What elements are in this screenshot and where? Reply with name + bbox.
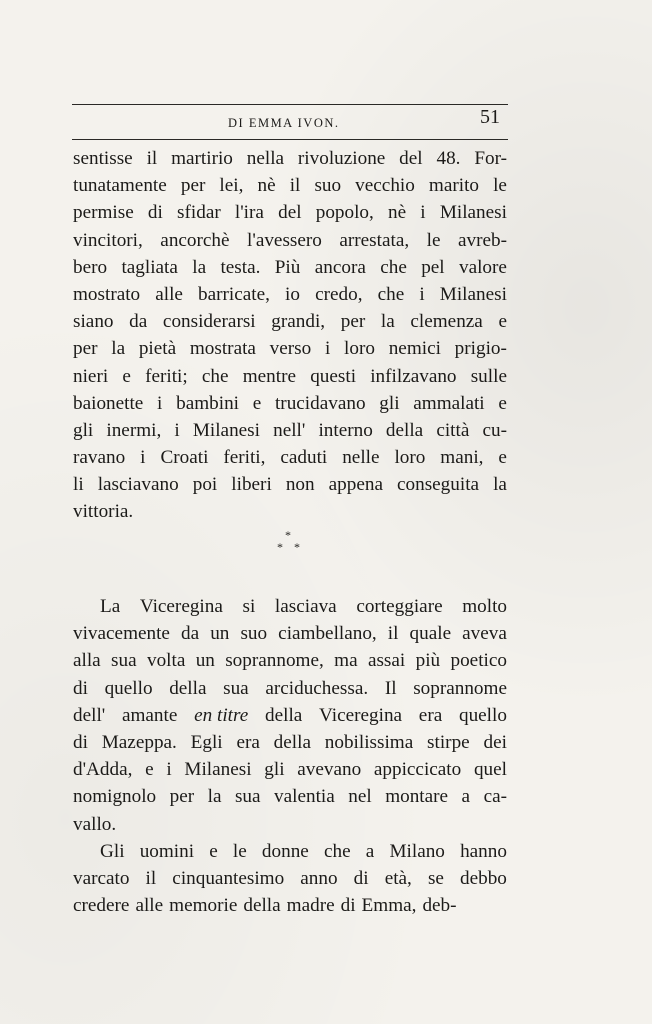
word: nelle	[342, 447, 380, 469]
word: For-	[474, 148, 507, 169]
word: ca-	[483, 786, 507, 808]
word: ciambellano,	[278, 623, 377, 645]
word: i	[140, 447, 146, 469]
word: del	[399, 148, 423, 169]
word: memorie	[169, 895, 238, 917]
word: e	[498, 447, 507, 469]
word: di	[340, 895, 356, 917]
word: un	[195, 650, 215, 672]
word: mentre	[242, 365, 296, 387]
text-line	[73, 593, 507, 620]
word: quale	[409, 623, 452, 645]
word: nobilissima	[324, 731, 414, 753]
text-line	[73, 702, 507, 729]
word: permise	[73, 202, 134, 224]
paragraph-3	[73, 838, 507, 920]
word: Emma,	[361, 895, 417, 917]
word: quello	[458, 704, 507, 726]
text-line	[73, 227, 507, 254]
word: clemenza	[410, 311, 483, 333]
word: a	[365, 840, 375, 862]
word: molto	[462, 596, 507, 617]
word: hanno	[460, 840, 507, 862]
word: sua	[223, 677, 249, 699]
word: la	[207, 786, 222, 808]
word: madre	[286, 895, 335, 917]
word: che	[377, 283, 405, 305]
word: poi	[192, 474, 218, 496]
word: era	[418, 704, 443, 726]
word: tunatamente	[73, 175, 167, 197]
running-head: DI EMMA IVON.	[228, 116, 340, 130]
word: vivacemente	[73, 623, 170, 645]
word: e	[498, 311, 507, 333]
text-line	[73, 444, 507, 471]
word: dell'	[73, 704, 106, 726]
word: Milanesi	[184, 759, 252, 781]
word: debbo	[460, 867, 507, 889]
word: io	[285, 283, 300, 305]
word: deb-	[422, 895, 457, 917]
word: Viceregina	[139, 596, 223, 617]
word: il	[146, 148, 158, 169]
word: interno	[318, 419, 373, 441]
header-rule-bottom	[72, 139, 508, 140]
text-line	[73, 892, 507, 919]
word: alla	[73, 650, 101, 672]
word: nella	[246, 148, 285, 169]
word: siano	[73, 311, 114, 333]
word: Milanesi	[192, 419, 260, 441]
word: infilzavano	[370, 365, 457, 387]
word: 48.	[436, 148, 461, 169]
word: la	[493, 474, 507, 496]
word: i	[324, 338, 331, 360]
text-line	[73, 471, 507, 498]
word: soprannome,	[225, 650, 324, 672]
word: volta	[146, 650, 186, 672]
word: gli	[379, 392, 400, 414]
word: che	[201, 365, 229, 387]
word: e	[498, 392, 507, 414]
word: conseguita	[397, 474, 480, 496]
word: en titre	[194, 704, 249, 726]
asterisk-top: *	[285, 528, 291, 542]
text-line	[73, 254, 507, 281]
word: vecchio	[355, 175, 415, 197]
word: inermi,	[106, 419, 162, 441]
word: vincitori,	[73, 229, 143, 251]
word: avevano	[297, 759, 362, 781]
word: sfidar	[177, 202, 221, 224]
text-line	[73, 498, 507, 525]
word: di	[353, 867, 369, 889]
word: e	[252, 392, 262, 414]
word: appena	[328, 474, 383, 496]
word: montare	[385, 786, 449, 808]
word: nemici	[388, 338, 441, 360]
word: che	[380, 256, 407, 278]
text-line	[73, 729, 507, 756]
word: marito	[428, 175, 480, 197]
word: stirpe	[427, 731, 470, 753]
word: e	[145, 759, 154, 781]
word: mostrato	[73, 283, 141, 305]
word: era	[236, 731, 260, 753]
word: loro	[344, 338, 375, 360]
word: considerarsi	[162, 311, 256, 333]
word: età,	[384, 867, 412, 889]
word: varcato	[73, 867, 130, 889]
word: i	[157, 392, 163, 414]
word: mostrata	[189, 338, 256, 360]
word: feriti;	[145, 365, 188, 387]
word: ancora	[314, 256, 366, 278]
word: martirio	[171, 148, 233, 169]
word: trucidavano	[274, 392, 366, 414]
page-number: 51	[480, 106, 500, 128]
word: appiccicato	[373, 759, 462, 781]
word: Mazeppa.	[101, 731, 177, 753]
word: da	[181, 623, 200, 645]
word: Più	[274, 256, 301, 278]
word: e	[122, 365, 131, 387]
word: per	[73, 338, 98, 360]
word: Milano	[389, 840, 445, 862]
word: rivoluzione	[297, 148, 386, 169]
word: la	[192, 256, 207, 278]
text-line	[73, 811, 507, 838]
word: alle	[155, 283, 183, 305]
word: baionette	[73, 392, 144, 414]
word: caduti	[280, 447, 328, 469]
word: suo	[314, 175, 342, 197]
word: ma	[334, 650, 358, 672]
word: prigio-	[454, 338, 507, 360]
word: i	[419, 283, 425, 305]
word: anno	[300, 867, 338, 889]
word: le	[232, 840, 247, 862]
word: barricate,	[198, 283, 270, 305]
word: credo,	[315, 283, 363, 305]
word: Il	[384, 677, 397, 699]
word: corteggiare	[356, 596, 443, 617]
word: d'Adda,	[73, 759, 133, 781]
paragraphs-2-3	[73, 593, 507, 919]
word: grandi,	[271, 311, 326, 333]
word: liberi	[231, 474, 272, 496]
word: questi	[310, 365, 357, 387]
word: l'avessero	[247, 229, 322, 251]
word: soprannome	[413, 677, 507, 699]
word: quel	[473, 759, 507, 781]
text-line	[73, 308, 507, 335]
word: mani,	[440, 447, 484, 469]
text-line	[73, 756, 507, 783]
word: valore	[458, 256, 507, 278]
word: nè	[388, 202, 407, 224]
word: verso	[269, 338, 312, 360]
word: pietà	[138, 338, 177, 360]
word: credere	[73, 895, 130, 917]
text-line	[73, 417, 507, 444]
word: poetico	[450, 650, 507, 672]
text-line	[73, 145, 507, 172]
word: i	[174, 419, 180, 441]
word: cinquantesimo	[172, 867, 285, 889]
text-line	[73, 838, 507, 865]
word: della	[169, 677, 207, 699]
word: Gli	[100, 840, 125, 862]
word: suo	[240, 623, 268, 645]
word: testa.	[220, 256, 261, 278]
word: e	[209, 840, 218, 862]
word: sentisse	[73, 148, 133, 169]
word: pel	[421, 256, 445, 278]
word: per	[180, 175, 206, 197]
word: nè	[257, 175, 276, 197]
word: vittoria.	[73, 501, 134, 523]
word: amante	[121, 704, 178, 726]
word: avreb-	[457, 229, 507, 251]
text-line	[73, 620, 507, 647]
word: lei,	[219, 175, 244, 197]
word: a	[461, 786, 471, 808]
text-line	[73, 199, 507, 226]
word: La	[100, 596, 121, 617]
word: uomini	[139, 840, 195, 862]
word: feriti,	[223, 447, 266, 469]
text-line	[73, 865, 507, 892]
word: donne	[261, 840, 309, 862]
word: Viceregina	[319, 704, 403, 726]
word: per	[169, 786, 195, 808]
word: arciduchessa.	[265, 677, 369, 699]
word: di	[147, 202, 163, 224]
text-line	[73, 647, 507, 674]
word: cu-	[482, 419, 507, 441]
word: nell'	[273, 419, 306, 441]
text-line	[73, 675, 507, 702]
word: alle	[135, 895, 164, 917]
word: le	[426, 229, 441, 251]
header-rule-top	[72, 104, 508, 105]
word: le	[493, 175, 507, 197]
paragraph-2	[73, 593, 507, 838]
word: il	[387, 623, 399, 645]
word: aveva	[462, 623, 507, 645]
word: bero	[73, 256, 108, 278]
word: li	[73, 474, 84, 496]
word: loro	[394, 447, 426, 469]
word: di	[73, 677, 88, 699]
word: l'ira	[234, 202, 264, 224]
word: nieri	[73, 365, 109, 387]
word: la	[380, 311, 395, 333]
text-line	[73, 335, 507, 362]
text-line	[73, 281, 507, 308]
word: per	[340, 311, 366, 333]
word: della	[265, 704, 303, 726]
word: che	[323, 840, 351, 862]
word: città	[436, 419, 470, 441]
word: più	[415, 650, 441, 672]
word: del	[278, 202, 302, 224]
word: della	[385, 419, 424, 441]
asterisk-right: *	[294, 540, 300, 554]
word: Egli	[190, 731, 223, 753]
word: popolo,	[315, 202, 374, 224]
word: di	[73, 731, 88, 753]
word: sua	[234, 786, 261, 808]
word: della	[243, 895, 281, 917]
word: i	[166, 759, 172, 781]
word: della	[273, 731, 311, 753]
word: ancorchè	[160, 229, 230, 251]
word: Croati	[160, 447, 209, 469]
text-line	[73, 783, 507, 810]
word: assai	[367, 650, 406, 672]
word: Milanesi	[439, 202, 507, 224]
word: lasciavano	[97, 474, 179, 496]
word: bambini	[176, 392, 239, 414]
word: lasciava	[274, 596, 337, 617]
word: gli	[264, 759, 285, 781]
word: un	[210, 623, 230, 645]
word: nel	[348, 786, 372, 808]
word: il	[289, 175, 301, 197]
word: tagliata	[121, 256, 178, 278]
word: valentia	[274, 786, 335, 808]
text-line	[73, 363, 507, 390]
word: da	[129, 311, 148, 333]
word: ravano	[73, 447, 126, 469]
word: ammalati	[413, 392, 485, 414]
section-break-asterism	[270, 528, 310, 558]
word: dei	[483, 731, 507, 753]
word: gli	[73, 419, 94, 441]
word: sulle	[470, 365, 507, 387]
word: arrestata,	[339, 229, 410, 251]
word: i	[420, 202, 426, 224]
word: si	[242, 596, 256, 617]
word: non	[285, 474, 315, 496]
text-line	[73, 172, 507, 199]
text-line	[73, 390, 507, 417]
word: la	[111, 338, 126, 360]
word: nomignolo	[73, 786, 157, 808]
asterisk-left: *	[277, 540, 283, 554]
word: se	[427, 867, 444, 889]
word: quello	[104, 677, 153, 699]
word: Milanesi	[439, 283, 507, 305]
word: vallo.	[73, 813, 117, 835]
word: sua	[111, 650, 137, 672]
word: il	[145, 867, 157, 889]
paragraph-1	[73, 145, 507, 526]
